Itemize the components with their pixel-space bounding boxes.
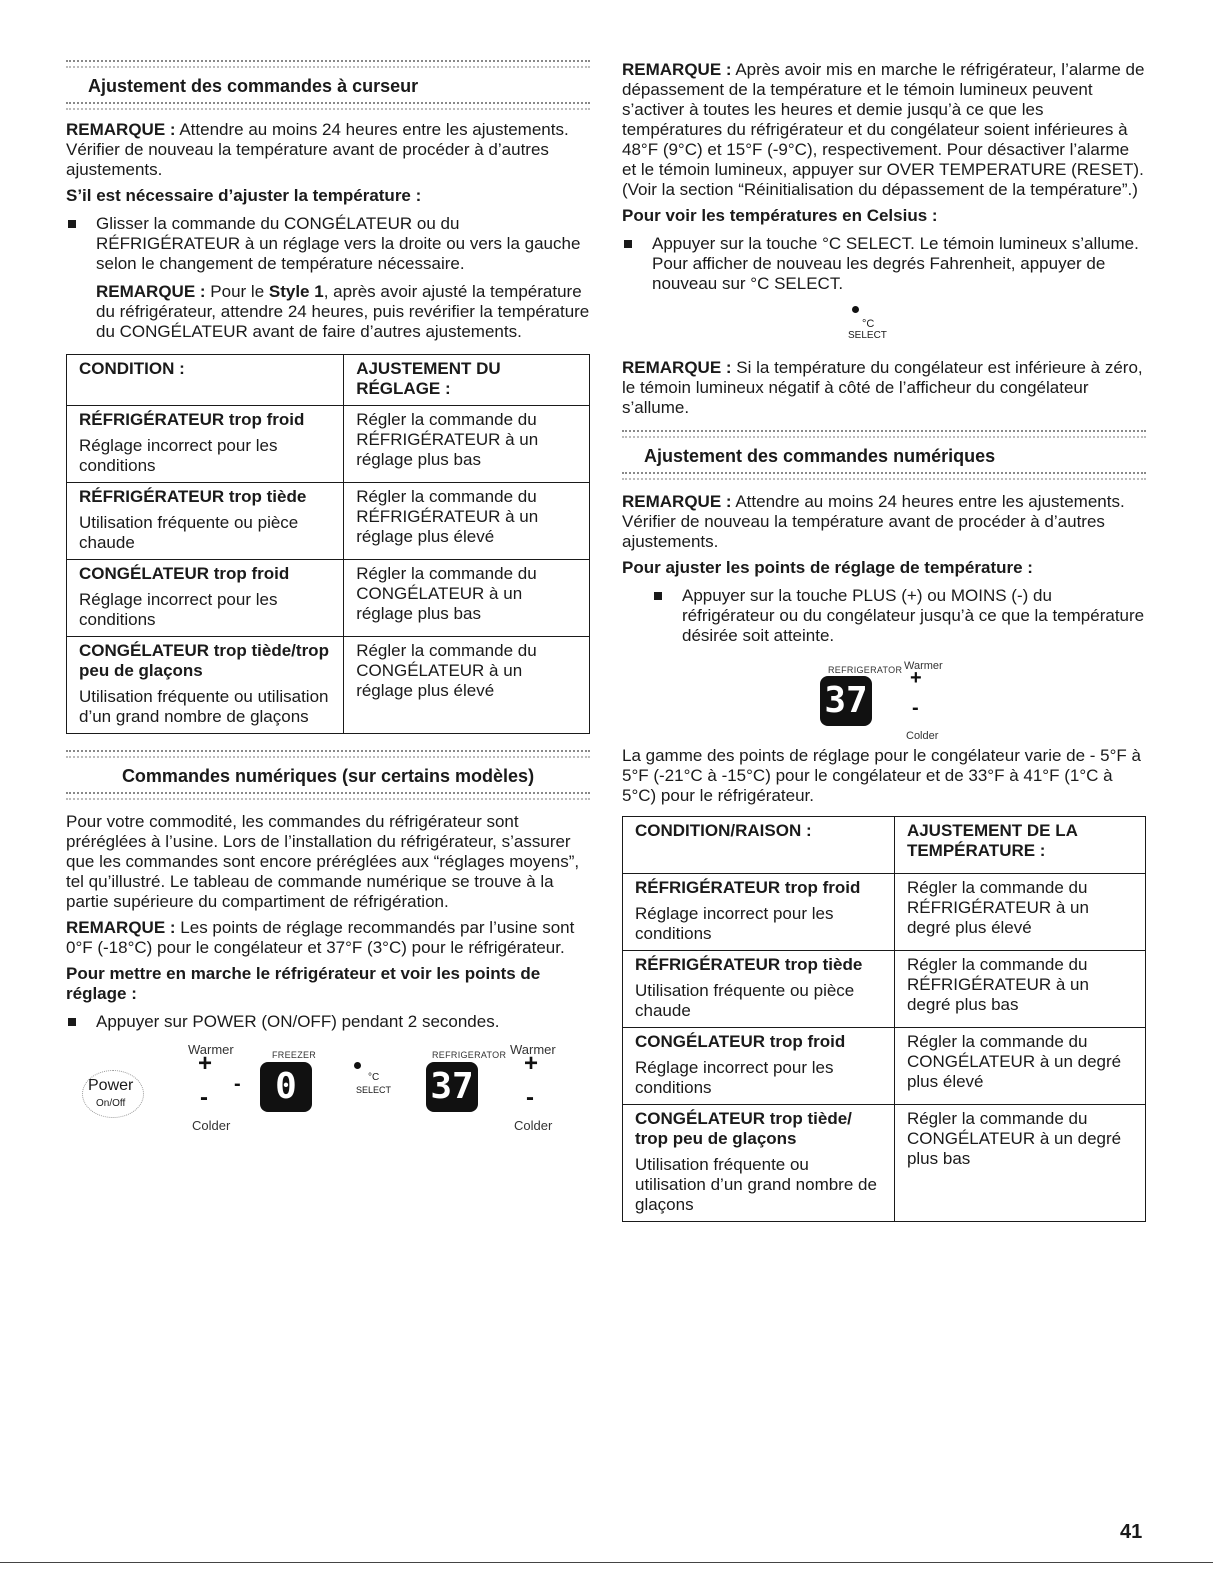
slider-adjustment-table	[66, 354, 590, 734]
table-header: CONDITION/RAISON :	[623, 817, 895, 874]
condition-title: CONGÉLATEUR trop froid	[635, 1032, 846, 1051]
table-cell: Régler la commande du RÉFRIGÉRATEUR à un degré plus élevé	[894, 874, 1145, 951]
condition-desc: Réglage incorrect pour les conditions	[79, 590, 278, 629]
page-number: 41	[1120, 1521, 1143, 1543]
refrigerator-minus-icon[interactable]: -	[912, 697, 919, 719]
freezer-label: FREEZER	[272, 1050, 317, 1060]
warmer-label: Warmer	[188, 1042, 234, 1057]
note-label: REMARQUE :	[96, 282, 206, 301]
table-cell	[67, 560, 344, 637]
control-panel-illustration	[66, 1040, 590, 1136]
divider	[622, 472, 1146, 480]
table-cell	[623, 1028, 895, 1105]
divider	[66, 750, 590, 758]
table-cell: Régler la commande du CONGÉLATEUR à un degré plus élevé	[894, 1028, 1145, 1105]
note-text: Attendre au moins 24 heures entre les ajustements. Vérifier de nouveau la température avant de procéder à d’autres ajustements.	[622, 492, 1125, 551]
note-paragraph	[622, 358, 1146, 418]
refrigerator-minus-icon[interactable]: -	[526, 1084, 534, 1111]
table-cell	[623, 1105, 895, 1222]
condition-desc: Utilisation fréquente ou utilisation d’un grand nombre de glaçons	[79, 687, 329, 726]
style-label: Style 1	[268, 282, 324, 301]
freezer-plus-icon[interactable]: +	[198, 1050, 213, 1077]
table-row	[623, 1105, 1146, 1222]
celsius-select-illustration	[622, 302, 1146, 358]
refrigerator-display: 37	[426, 1062, 478, 1112]
note-label: REMARQUE :	[622, 60, 732, 79]
subheading: Pour ajuster les points de réglage de température :	[622, 558, 1033, 577]
divider	[66, 792, 590, 800]
table-header-row	[67, 355, 590, 406]
note-paragraph	[66, 120, 590, 180]
colder-label: Colder	[906, 730, 939, 742]
table-cell	[67, 637, 344, 734]
left-column	[66, 60, 590, 1146]
refrigerator-control-illustration	[622, 654, 1146, 746]
note-label: REMARQUE :	[66, 120, 176, 139]
refrigerator-label: REFRIGERATOR	[828, 665, 903, 675]
condition-desc: Utilisation fréquente ou utilisation d’un grand nombre de glaçons	[635, 1155, 877, 1214]
condition-title: CONGÉLATEUR trop tiède/trop peu de glaçons	[79, 641, 329, 680]
bullet-item: Glisser la commande du CONGÉLATEUR ou du RÉFRIGÉRATEUR à un réglage vers la droite ou vers la gauche selon le changement de température nécessaire.	[66, 214, 590, 274]
condition-title: RÉFRIGÉRATEUR trop froid	[635, 878, 861, 897]
note-label: REMARQUE :	[66, 918, 176, 937]
condition-desc: Utilisation fréquente ou pièce chaude	[79, 513, 299, 552]
note-paragraph	[66, 282, 590, 342]
footer-rule	[0, 1562, 1213, 1563]
table-row	[67, 406, 590, 483]
onoff-label: On/Off	[96, 1098, 126, 1109]
table-cell	[67, 483, 344, 560]
note-text: Pour le	[205, 282, 269, 301]
condition-title: RÉFRIGÉRATEUR trop froid	[79, 410, 305, 429]
table-row	[623, 1028, 1146, 1105]
condition-desc: Utilisation fréquente ou pièce chaude	[635, 981, 855, 1020]
note-text: Après avoir mis en marche le réfrigérateur, l’alarme de dépassement de la température et le témoin lumineux peuvent s’activer à toutes les heures et demie jusqu’à ce que les températures du réfrigérateur et du congélateur soient inférieures à 48°F (9°C) et 15°F (-9°C), respectivement. Pour désactiver l’alarme et le témoin lumineux, appuyer sur OVER TEMPERATURE (RESET). (Voir la section “Réinitialisation du dépassement de la température”.)	[622, 60, 1145, 199]
note-paragraph	[622, 60, 1146, 200]
celsius-indicator-icon	[852, 306, 859, 313]
refrigerator-display: 37	[820, 676, 872, 726]
table-header: AJUSTEMENT DU RÉGLAGE :	[344, 355, 590, 406]
refrigerator-plus-icon[interactable]: +	[910, 667, 922, 689]
note-text: Si la température du congélateur est inférieure à zéro, le témoin lumineux négatif à côté de l’afficheur du congélateur s’allume.	[622, 358, 1143, 417]
subheading: Pour voir les températures en Celsius :	[622, 206, 938, 225]
table-row	[623, 951, 1146, 1028]
table-cell: Régler la commande du CONGÉLATEUR à un réglage plus bas	[344, 560, 590, 637]
table-cell	[623, 951, 895, 1028]
celsius-indicator-icon	[354, 1062, 361, 1069]
section-title-digital-controls: Commandes numériques (sur certains modèles)	[121, 766, 535, 786]
table-cell: Régler la commande du RÉFRIGÉRATEUR à un degré plus bas	[894, 951, 1145, 1028]
table-cell	[67, 406, 344, 483]
table-row	[623, 874, 1146, 951]
table-header-row	[623, 817, 1146, 874]
note-paragraph	[66, 918, 590, 958]
freezer-negative-indicator-icon: -	[234, 1073, 241, 1095]
celsius-label: °C	[862, 318, 875, 330]
condition-desc: Réglage incorrect pour les conditions	[79, 436, 278, 475]
table-row	[67, 560, 590, 637]
warmer-label: Warmer	[510, 1042, 556, 1057]
condition-desc: Réglage incorrect pour les conditions	[635, 1058, 834, 1097]
refrigerator-plus-icon[interactable]: +	[524, 1050, 539, 1077]
table-header: CONDITION :	[67, 355, 344, 406]
subheading: Pour mettre en marche le réfrigérateur et voir les points de réglage :	[66, 964, 541, 1003]
select-button[interactable]: SELECT	[848, 330, 887, 341]
paragraph: La gamme des points de réglage pour le congélateur varie de - 5°F à 5°F (-21°C à -15°C) pour le congélateur et de 33°F à 41°F (1°C à 5°C) pour le réfrigérateur.	[622, 746, 1141, 805]
note-text: , après avoir ajusté la température du réfrigérateur, attendre 24 heures, puis revérifier la température du CONGÉLATEUR avant de faire d’autres ajustements.	[96, 282, 590, 341]
freezer-minus-icon[interactable]: -	[200, 1084, 208, 1111]
table-cell: Régler la commande du CONGÉLATEUR à un degré plus bas	[894, 1105, 1145, 1222]
bullet-item: Appuyer sur la touche °C SELECT. Le témoin lumineux s’allume. Pour afficher de nouveau les degrés Fahrenheit, appuyer de nouveau sur °C SELECT.	[622, 234, 1146, 294]
divider	[66, 60, 590, 68]
note-label: REMARQUE :	[622, 492, 732, 511]
table-cell	[623, 874, 895, 951]
digital-adjustment-table	[622, 816, 1146, 1222]
condition-title: RÉFRIGÉRATEUR trop tiède	[79, 487, 307, 506]
divider	[622, 430, 1146, 438]
table-header: AJUSTEMENT DE LA TEMPÉRATURE :	[894, 817, 1145, 874]
divider	[66, 102, 590, 110]
section-title-slider-controls: Ajustement des commandes à curseur	[88, 76, 419, 96]
section-title-digital-adjust: Ajustement des commandes numériques	[644, 446, 996, 466]
paragraph: Pour votre commodité, les commandes du réfrigérateur sont préréglées à l’usine. Lors de l’installation du réfrigérateur, s’assurer que les commandes sont encore préréglées aux “réglages moyens”, tel qu’illustré. Le tableau de commande numérique se trouve à la partie supérieure du compartiment de réfrigération.	[66, 812, 580, 911]
note-label: REMARQUE :	[622, 358, 732, 377]
table-cell: Régler la commande du CONGÉLATEUR à un réglage plus élevé	[344, 637, 590, 734]
colder-label: Colder	[192, 1118, 231, 1133]
freezer-display: 0	[260, 1062, 312, 1112]
note-text: Attendre au moins 24 heures entre les ajustements. Vérifier de nouveau la température avant de procéder à d’autres ajustements.	[66, 120, 569, 179]
condition-title: RÉFRIGÉRATEUR trop tiède	[635, 955, 863, 974]
subheading: S’il est nécessaire d’ajuster la température :	[66, 186, 422, 205]
colder-label: Colder	[514, 1118, 553, 1133]
refrigerator-label: REFRIGERATOR	[432, 1050, 507, 1060]
condition-title: CONGÉLATEUR trop froid	[79, 564, 290, 583]
bullet-item: Appuyer sur POWER (ON/OFF) pendant 2 secondes.	[66, 1012, 590, 1032]
select-button[interactable]: SELECT	[356, 1085, 392, 1095]
table-cell: Régler la commande du RÉFRIGÉRATEUR à un réglage plus bas	[344, 406, 590, 483]
condition-desc: Réglage incorrect pour les conditions	[635, 904, 834, 943]
warmer-label: Warmer	[904, 660, 943, 672]
right-column	[622, 60, 1146, 1222]
bullet-item: Appuyer sur la touche PLUS (+) ou MOINS (-) du réfrigérateur ou du congélateur jusqu’à ce que la température désirée soit atteinte.	[652, 586, 1146, 646]
note-paragraph	[622, 492, 1146, 552]
table-row	[67, 483, 590, 560]
note-text: Les points de réglage recommandés par l’usine sont 0°F (-18°C) pour le congélateur et 37°F (3°C) pour le réfrigérateur.	[66, 918, 575, 957]
celsius-label: °C	[368, 1072, 380, 1083]
condition-title: CONGÉLATEUR trop tiède/ trop peu de glaçons	[635, 1109, 852, 1148]
table-cell: Régler la commande du RÉFRIGÉRATEUR à un réglage plus élevé	[344, 483, 590, 560]
power-label: Power	[88, 1077, 134, 1094]
table-row	[67, 637, 590, 734]
